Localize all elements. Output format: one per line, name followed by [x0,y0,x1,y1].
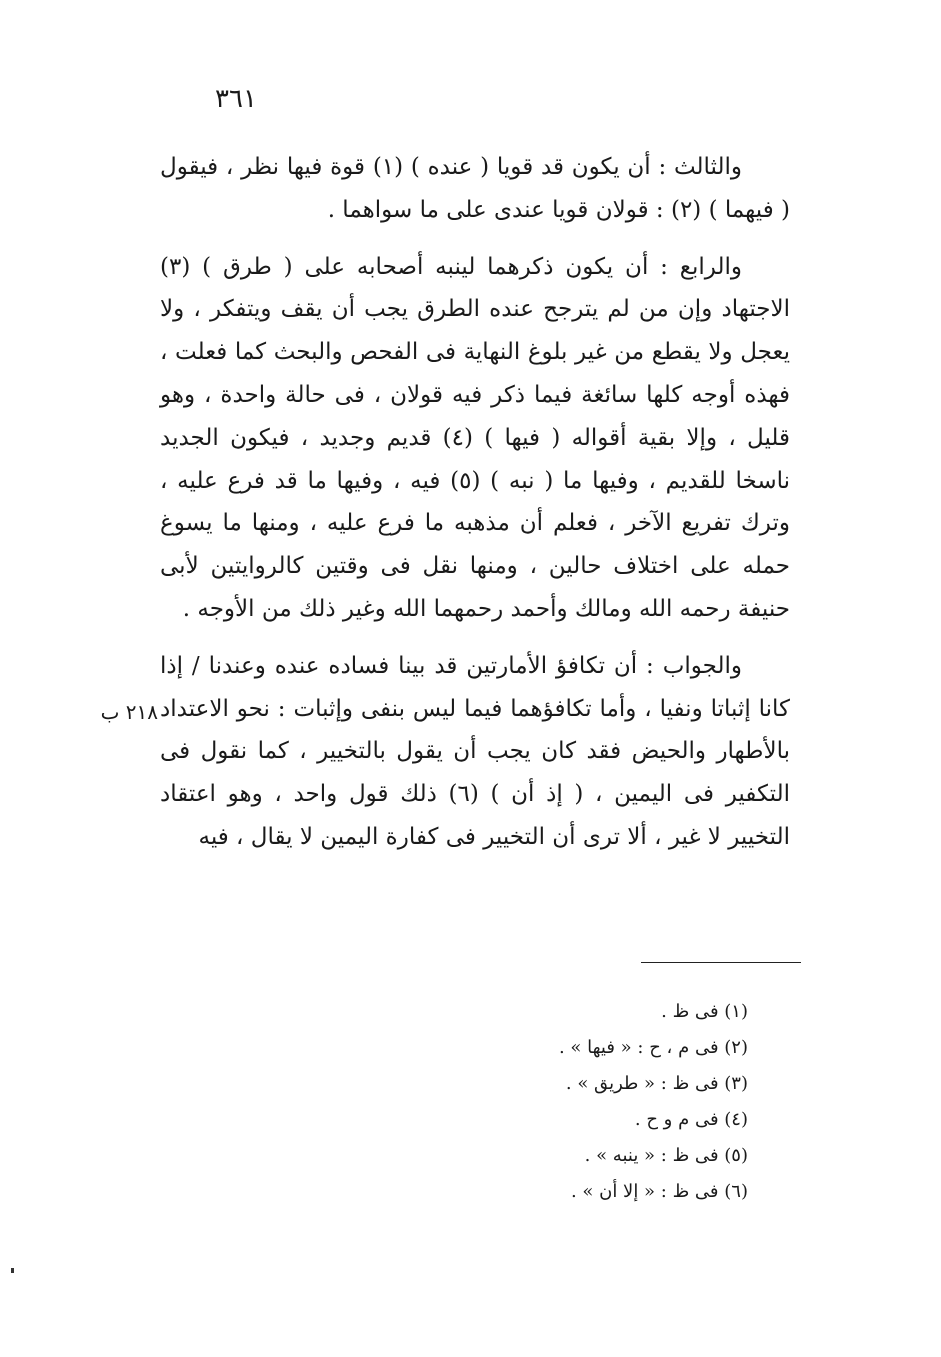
footnotes [380,994,748,1210]
footnote: (٥) فى ظ : « ينبه » . [584,1145,748,1166]
footnote: (٦) فى ظ : « إلا أن » . [570,1181,748,1202]
footnote: (٤) فى م و ح . [634,1109,748,1130]
paragraph-text: والثالث : أن يكون قد قويا ( عنده ) (١) قوة فيها نظر ، فيقول ( فيهما ) (٢) : قولان قويا عندى على ما سواهما . [160,154,790,223]
paragraph-text: والرابع : أن يكون ذكرهما لينبه أصحابه على ( طرق ) (٣) الاجتهاد وإن من لم يترجح عنده الطرق يجب أن يقف ويتفكر ، ولا يعجل ولا يقطع من غير بلوغ النهاية فى الفحص والبحث كما فعلت ، فهذه أوجه كلها سائغة فيما ذكر فيه قولان ، فى حالة واحدة ، وهو قليل ، وإلا بقية أقواله ( فيها ) (٤) قديم وجديد ، فيكون الجديد ناسخا للقديم ، وفيها ما ( نبه ) (٥) فيه ، وفيها ما قد فرع عليه ، وترك تفريع الآخر ، فعلم أن مذهبه ما فرع عليه ، ومنها ما يسوغ حمله على اختلاف حالين ، ومنها نقل فى وقتين كالروايتين لأبى حنيفة رحمه الله ومالك وأحمد رحمهما الله وغير ذلك من الأوجه . [160,253,790,622]
footnote: (١) فى ظ . [661,1001,748,1022]
paragraph-answer [160,645,790,859]
footnote-divider [641,962,801,963]
manuscript-folio-note: ٢١٨ ب [100,700,158,724]
footnote: (٢) فى م ، ح : « فيها » . [558,1037,748,1058]
scan-speck [11,1268,14,1273]
main-text [160,146,790,859]
footnote: (٣) فى ظ : « طريق » . [565,1073,748,1094]
paragraph-third [160,146,790,232]
paragraph-text: والجواب : أن تكافؤ الأمارتين قد بينا فساده عنده وعندنا / إذا كانا إثباتا ونفيا ، وأما تكافؤهما فيما ليس بنفى وإثبات : نحو الاعتداد بالأطهار والحيض فقد كان يجب أن يقول بالتخيير ، كما نقول فى التكفير فى اليمين ، ( إذ أن ) (٦) ذلك قول واحد ، وهو اعتقاد التخيير لا غير ، ألا ترى أن التخيير فى كفارة اليمين لا يقال ، فيه [160,652,790,850]
page-number: ٣٦١ [215,84,257,114]
paragraph-fourth [160,246,790,631]
